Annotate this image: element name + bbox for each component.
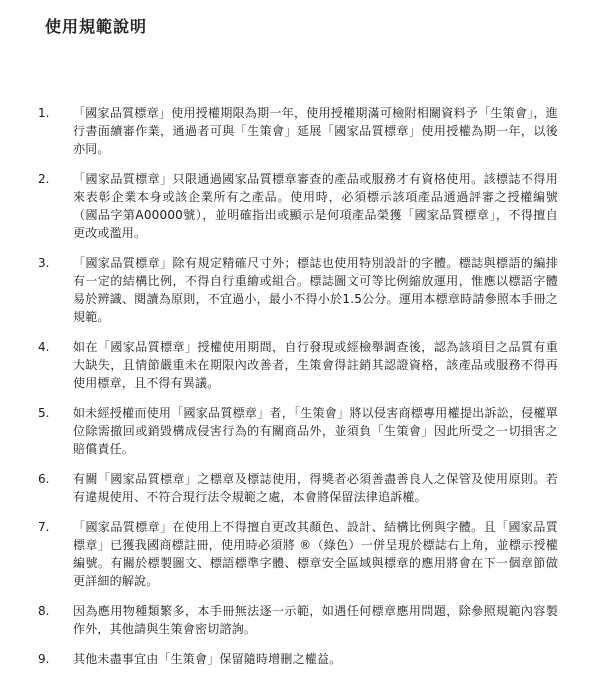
item-text: 有關「國家品質標章」之標章及標誌使用，得獎者必須善盡善良人之保管及使用原則。若有違規使用、不符合現行法令規範之處，本會將保留法律追訴權。: [73, 472, 558, 504]
item-number: 8.: [38, 604, 50, 618]
list-item: [38, 650, 558, 668]
item-text: 如未經授權而使用「國家品質標章」者，「生策會」將以侵害商標專用權提出訴訟，侵權單位除需撤回或銷毀構成侵害行為的有關商品外，並須負「生策會」因此所受之一切損害之賠償責任。: [73, 406, 558, 456]
list-item: [38, 404, 558, 458]
list-item: [38, 254, 558, 326]
item-number: 4.: [38, 340, 50, 354]
item-number: 3.: [38, 256, 50, 270]
page-title: 使用規範說明: [45, 17, 148, 36]
list-item: [38, 338, 558, 392]
list-item: [38, 470, 558, 506]
rules-list: [38, 104, 558, 680]
item-text: 「國家品質標章」在使用上不得擅自更改其顏色、設計、結構比例與字體。且「國家品質標章」已獲我國商標註冊，使用時必須將 ®（綠色）一併呈現於標誌右上角，並標示授權編號。有關於標製圖文、標語標準字體、標章安全區域與標章的應用將會在下一個章節做更詳細的解說。: [73, 520, 558, 588]
item-text: 如在「國家品質標章」授權使用期間，自行發現或經檢舉調查後，認為該項目之品質有重大缺失，且情節嚴重未在期限內改善者，生策會得註銷其認證資格，該產品或服務不得再使用標章，且不得有異議。: [73, 340, 558, 390]
item-number: 9.: [38, 652, 50, 666]
item-number: 5.: [38, 406, 50, 420]
item-text: 因為應用物種類繁多，本手冊無法逐一示範，如遇任何標章應用問題，除參照規範內容製作外，其他請與生策會密切諮詢。: [73, 604, 558, 636]
list-item: [38, 518, 558, 590]
list-item: [38, 170, 558, 242]
item-text: 「國家品質標章」除有規定精確尺寸外；標誌也使用特別設計的字體。標誌與標語的編排有一定的結構比例，不得自行重繪或組合。標誌圖文可等比例縮放運用，惟應以標語字體易於辨識、閱讀為原則，不宜過小，最小不得小於1.5公分。運用本標章時請參照本手冊之規範。: [73, 256, 558, 324]
item-number: 6.: [38, 472, 50, 486]
item-text: 「國家品質標章」只限通過國家品質標章審查的產品或服務才有資格使用。該標誌不得用來表彰企業本身或該企業所有之產品。使用時，必須標示該項產品通過評審之授權編號（國品字第A00000號），並明確指出或顯示是何項產品榮獲「國家品質標章」，不得擅自更改或濫用。: [73, 172, 558, 240]
item-number: 2.: [38, 172, 50, 186]
list-item: [38, 104, 558, 158]
item-number: 1.: [38, 106, 50, 120]
item-text: 「國家品質標章」使用授權期限為期一年，使用授權期滿可檢附相關資料予「生策會」，進行書面續審作業，通過者可與「生策會」延展「國家品質標章」使用授權為期一年，以後亦同。: [73, 106, 558, 156]
list-item: [38, 602, 558, 638]
item-text: 其他未盡事宜由「生策會」保留隨時增刪之權益。: [73, 652, 342, 666]
item-number: 7.: [38, 520, 50, 534]
